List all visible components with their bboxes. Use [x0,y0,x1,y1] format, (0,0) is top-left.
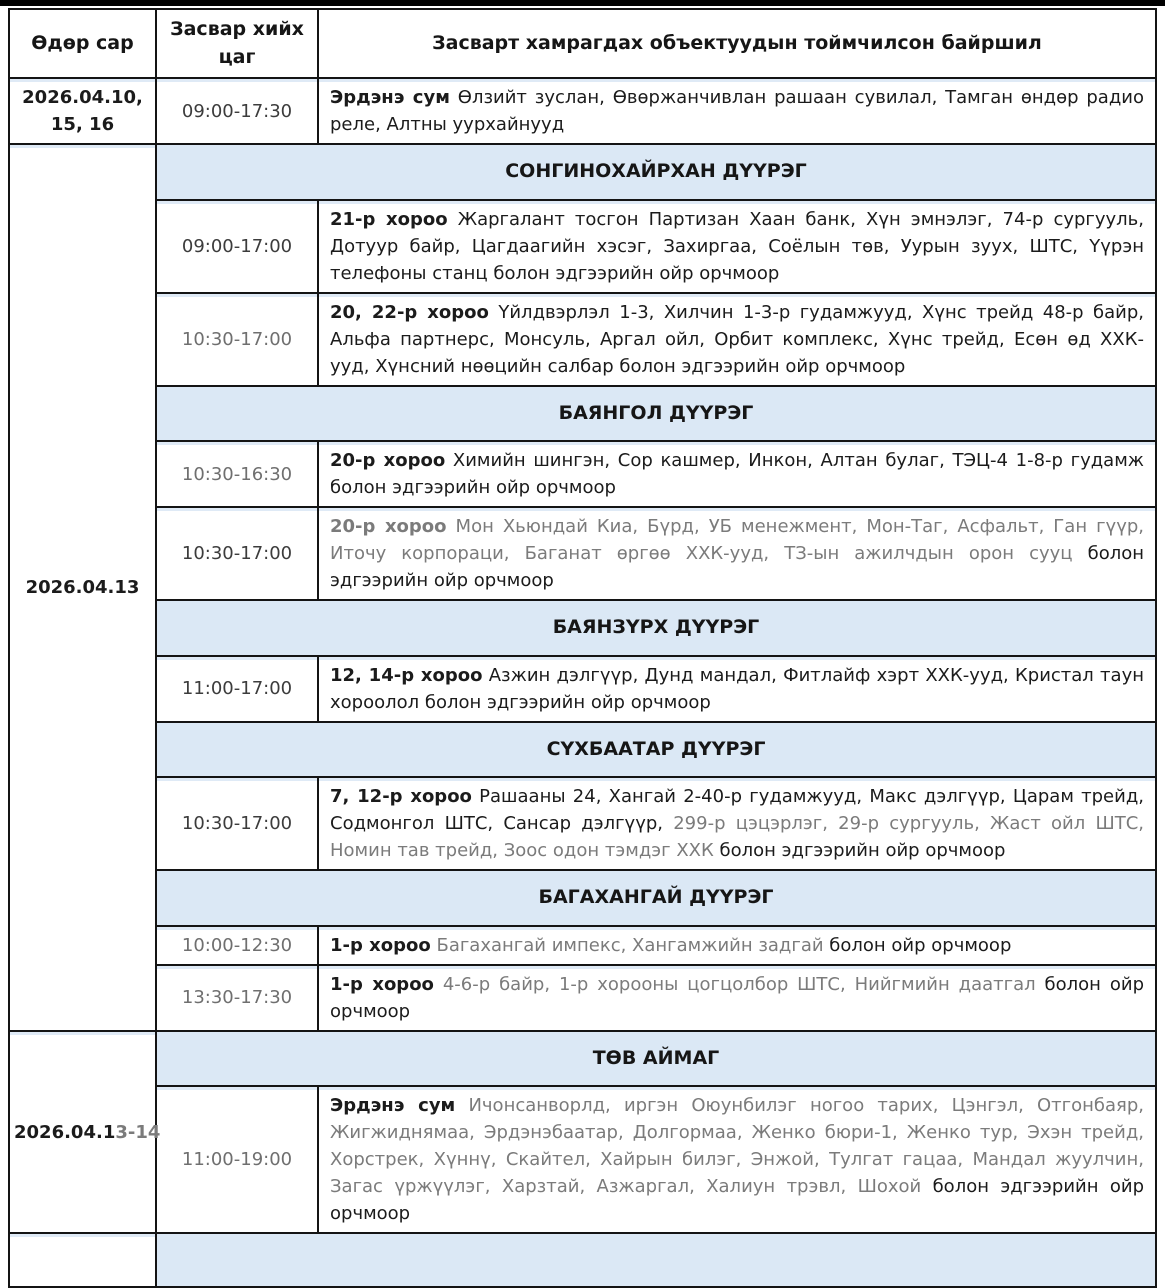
col-header-date: Өдөр сар [9,9,156,78]
text-segment: Жаргалант тосгон Партизан Хаан банк, Хүн эмнэлэг, 74-р сургууль, Дотуур байр, Цагдаагийн хэсэг, Захиргаа, Соёлын төв, Уурын зуух, ШТС, Үүрэн телефоны станц болон эдгээрийн ойр орчмоор [330,208,1145,284]
location-cell [318,507,1156,600]
district-section-header [156,1233,1156,1287]
text-segment: 1-р хороо [330,973,434,995]
text-segment: Химийн шингэн, Сор кашмер, Инкон, Алтан булаг, ТЭЦ-4 1-8-р гудамж болон эдгээрийн ойр орчмоор [330,450,1144,499]
text-segment: 7, 12-р хороо [330,786,472,808]
text-segment: Азжин дэлгүүр, Дунд мандал, Фитлайф хэрт ХХК-ууд, Кристал таун хороолол болон эдгээрийн ойр орчмоор [330,664,1144,713]
date-segment: 2026.04.13 [25,576,140,598]
schedule-row [9,965,1156,1031]
time-cell: 10:30-17:00 [156,293,318,386]
district-section-row [9,1233,1156,1287]
text-segment: Өлзийт зуслан, Өвөржанчивлан рашаан сувилал, Тамган өндөр радио реле, Алтны уурхайнууд [330,87,1144,136]
text-segment: болон эдгээрийн ойр орчмоор [330,1176,1145,1225]
text-segment: 12, 14-р хороо [330,664,483,686]
col-header-time: Засвар хийх цаг [156,9,318,78]
text-segment: Рашааны 24, Хангай 2-40-р гудамжууд, Макс дэлгүүр, Царам трейд, Содмонгол ШТС, Сансар дэлгүүр, [330,786,1144,835]
date-cell [9,1031,161,1234]
schedule-row [9,656,1156,722]
text-segment: 20, 22-р хороо [330,301,489,323]
time-cell: 09:00-17:30 [156,78,318,144]
date-segment: 2026.04.10, [22,87,143,109]
col-header-location: Засварт хамрагдах объектуудын тоймчилсон байршил [318,9,1156,78]
district-section-row [9,600,1156,656]
date-cell [9,78,156,144]
district-section-header: БАЯНГОЛ ДҮҮРЭГ [156,386,1156,442]
date-segment: 3-14 [115,1121,161,1143]
district-section-row [9,722,1156,778]
schedule-row [9,507,1156,600]
time-cell: 10:00-12:30 [156,926,318,965]
text-segment: болон эдгээрийн ойр орчмоор [330,543,1144,592]
location-cell [318,926,1156,965]
district-section-header: СОНГИНОХАЙРХАН ДҮҮРЭГ [156,144,1156,200]
location-cell [318,200,1156,293]
schedule-row [9,293,1156,386]
text-segment: болон ойр орчмоор [330,973,1144,1022]
text-segment: Ичонсанворлд, иргэн Оюунбилэг ногоо тарих, Цэнгэл, Отгонбаяр, Жигжиднямаа, Эрдэнэбаатар, Долгормаа, Женко бюри-1, Женко тур, Эхэн трейд, Хорстрек, Хүннү, Скайтел, Хайрын билэг, Энжой, Тулгат гацаа, Мандал жуулчин, Загас үржүүлэг, Харзтай, Азжаргал, Халиун трэвл, Шохой [330,1095,1144,1198]
location-cell [318,965,1156,1031]
top-divider [0,0,1165,6]
district-section-row [9,386,1156,442]
date-segment: 2026.04.1 [14,1121,116,1143]
text-segment: Мон Хьюндай Киа, Бүрд, УБ менежмент, Мон-Таг, Асфальт, Ган гүүр, Иточу корпораци, Баганат өргөө ХХК-ууд, ТЗ-ын ажилчдын орон сууц [330,516,1144,565]
time-cell: 09:00-17:00 [156,200,318,293]
text-segment: Үйлдвэрлэл 1-3, Хилчин 1-3-р гудамжууд, Хүнс трейд 48-р байр, Альфа партнерс, Монсуль, Аргал ойл, Орбит комплекс, Хүнс трейд, Есөн өд ХХК-ууд, Хүнсний нөөцийн салбар болон эдгээрийн ойр орчмоор [330,301,1145,377]
district-section-header: ТӨВ АЙМАГ [156,1031,1156,1087]
text-segment: Эрдэнэ сум [330,87,450,109]
district-section-header: БАГАХАНГАЙ ДҮҮРЭГ [156,870,1156,926]
district-section-row [9,144,1156,200]
text-segment: 4-6-р байр, 1-р хорооны цогцолбор ШТС, Нийгмийн даатгал [433,973,1045,995]
time-cell: 13:30-17:30 [156,965,318,1031]
location-cell [318,441,1156,507]
time-cell: 10:30-17:00 [156,777,318,870]
time-cell: 10:30-17:00 [156,507,318,600]
date-line [14,1119,161,1146]
text-segment: болон эдгээрийн ойр орчмоор [719,840,1006,862]
district-section-row [9,870,1156,926]
date-line [14,574,151,601]
location-cell [318,656,1156,722]
header-row [9,9,1156,78]
location-cell [318,78,1156,144]
text-segment: болон ойр орчмоор [829,934,1012,956]
schedule-row [9,200,1156,293]
table-header [9,9,1156,78]
district-section-row [9,1031,1156,1087]
text-segment: 299-р цэцэрлэг, 29-р сургууль, Жаст ойл ШТС, Номин тав трейд, Зоос одон тэмдэг ХХК [330,813,1144,862]
text-segment: Эрдэнэ сум [330,1095,456,1117]
time-cell: 11:00-19:00 [156,1086,318,1233]
schedule-row [9,926,1156,965]
date-line [14,111,151,138]
date-segment: 15, 16 [50,114,115,136]
date-cell [9,144,156,1031]
date-cell [9,1233,156,1287]
location-cell [318,1086,1156,1233]
schedule-row [9,1086,1156,1233]
location-cell [318,777,1156,870]
table-body [9,78,1156,1287]
text-segment: 21-р хороо [330,208,448,230]
text-segment: Багахангай импекс, Хангамжийн задгай [430,934,830,956]
outage-schedule-table [8,8,1157,1288]
schedule-row [9,78,1156,144]
text-segment: 20-р хороо [330,450,446,472]
district-section-header: БАЯНЗҮРХ ДҮҮРЭГ [156,600,1156,656]
schedule-row [9,441,1156,507]
location-cell [318,293,1156,386]
text-segment: 20-р хороо [330,516,447,538]
text-segment: 1-р хороо [330,934,431,956]
date-line [14,84,151,111]
time-cell: 10:30-16:30 [156,441,318,507]
district-section-header: СҮХБААТАР ДҮҮРЭГ [156,722,1156,778]
time-cell: 11:00-17:00 [156,656,318,722]
schedule-row [9,777,1156,870]
